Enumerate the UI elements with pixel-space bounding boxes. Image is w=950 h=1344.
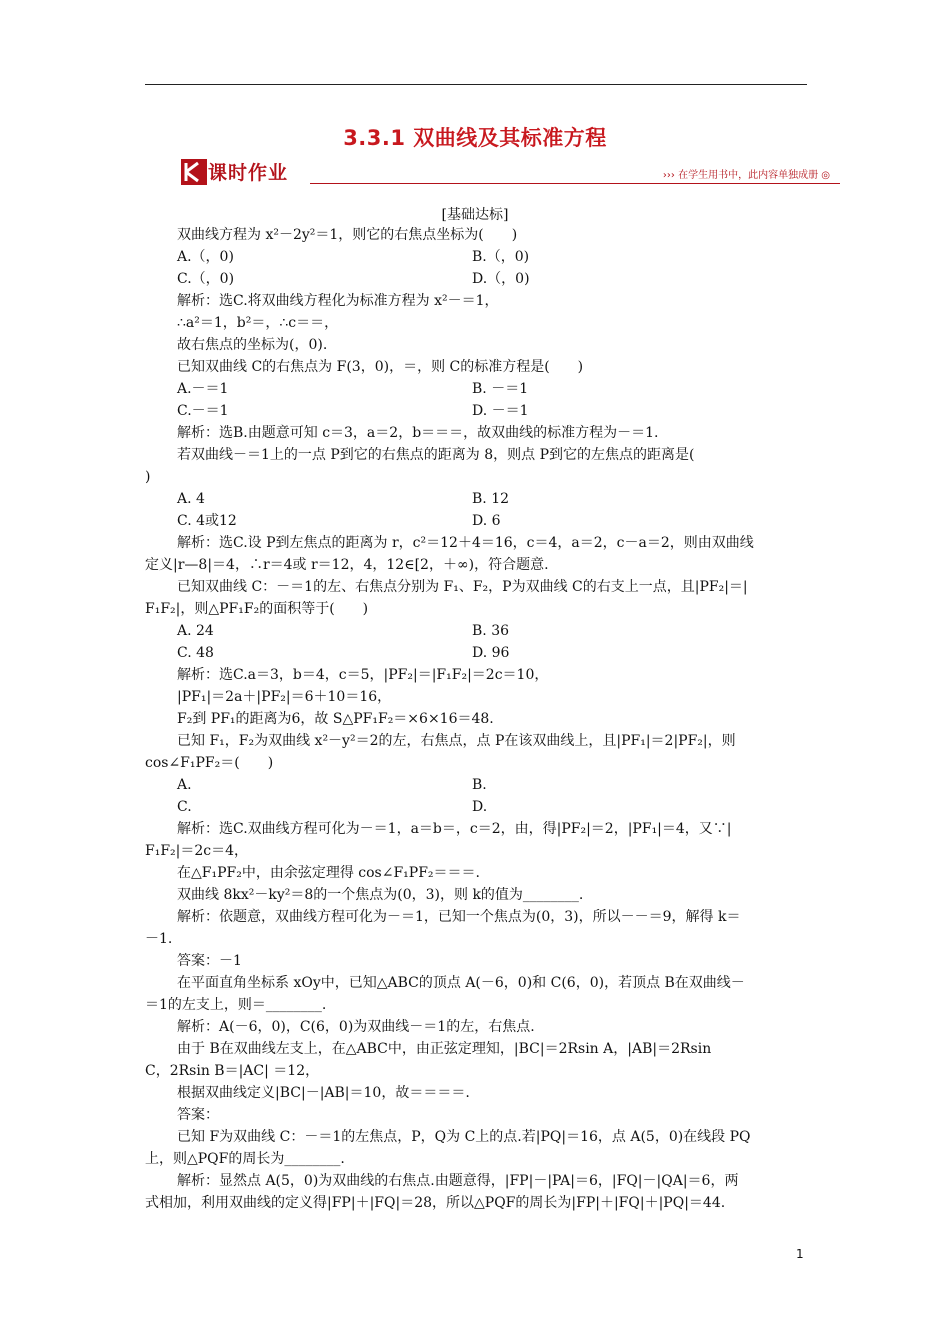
question-text: 已知双曲线 C的右焦点为 F(3，0)，＝，则 C的标准方程是( ) — [177, 359, 584, 375]
option: D.（，0) — [472, 271, 530, 287]
option: C.－＝1 — [177, 403, 229, 419]
option: B.（，0) — [472, 249, 530, 265]
banner-logo-icon — [180, 157, 210, 187]
solution-text: 解析：选B.由题意可知 c＝3，a＝2，b＝＝＝，故双曲线的标准方程为－＝1. — [177, 425, 659, 441]
question-text: 双曲线 8kx²－ky²＝8的一个焦点为(0，3)，则 k的值为________. — [177, 887, 584, 903]
question-text: ＝1的左支上，则＝________. — [145, 997, 327, 1013]
homework-banner — [180, 157, 840, 187]
banner-note: ››› 在学生用书中，此内容单独成册 ◎ — [662, 170, 830, 181]
option: A.（，0) — [177, 249, 234, 265]
option: A. 24 — [177, 623, 214, 639]
option: C. 48 — [177, 645, 214, 661]
option: A.－＝1 — [177, 381, 229, 397]
banner-rule — [310, 183, 840, 184]
question-text: 若双曲线－＝1上的一点 P到它的右焦点的距离为 8，则点 P到它的左焦点的距离是( — [177, 447, 695, 463]
question-text: F₁F₂|，则△PF₁F₂的面积等于( ) — [145, 601, 369, 617]
option: A. — [177, 777, 192, 793]
solution-text: －1. — [145, 931, 173, 947]
option: D. 6 — [472, 513, 501, 529]
option: C.（，0) — [177, 271, 235, 287]
solution-text: F₁F₂|＝2c＝4， — [145, 843, 249, 859]
option: D. — [472, 799, 488, 815]
solution-text: 解析：选C.设 P到左焦点的距离为 r，c²＝12＋4＝16，c＝4，a＝2，c－a＝2，则由双曲线 — [177, 535, 754, 551]
option: C. 4或12 — [177, 513, 237, 529]
solution-text: 由于 B在双曲线左支上，在△ABC中，由正弦定理知，|BC|＝2Rsin A，|AB|＝2Rsin — [177, 1041, 712, 1057]
solution-text: C，2Rsin B＝|AC| ＝12， — [145, 1063, 320, 1079]
solution-text: 根据双曲线定义|BC|－|AB|＝10，故＝＝＝＝. — [177, 1085, 470, 1101]
solution-text: 解析：选C.将双曲线方程化为标准方程为 x²－＝1， — [177, 293, 499, 309]
solution-text: ∴a²＝1，b²＝，∴c＝＝， — [177, 315, 339, 331]
option: D. －＝1 — [472, 403, 529, 419]
option: D. 96 — [472, 645, 510, 661]
question-text: 已知 F为双曲线 C：－＝1的左焦点，P，Q为 C上的点.若|PQ|＝16，点 A(5，0)在线段 PQ — [177, 1129, 751, 1145]
solution-text: 定义|r—8|＝4，∴r＝4或 r＝12，4，12∈[2，＋∞)，符合题意. — [145, 557, 549, 573]
solution-text: 解析：选C.双曲线方程可化为－＝1，a＝b＝，c＝2，由，得|PF₂|＝2，|PF₁|＝4，又∵| — [177, 821, 732, 837]
solution-text: F₂到 PF₁的距离为6，故 S△PF₁F₂＝×6×16＝48. — [177, 711, 494, 727]
banner-label: 课时作业 — [208, 162, 289, 184]
section-heading: [基础达标] — [441, 207, 509, 223]
option: B. — [472, 777, 487, 793]
question-text: 已知双曲线 C：－＝1的左、右焦点分别为 F₁、F₂，P为双曲线 C的右支上一点，且|PF₂|＝| — [177, 579, 748, 595]
solution-text: 故右焦点的坐标为(，0). — [177, 337, 328, 353]
answer-text: 答案： — [177, 1107, 219, 1123]
solution-text: 在△F₁PF₂中，由余弦定理得 cos∠F₁PF₂＝＝＝. — [177, 865, 480, 881]
page-title: 3.3.1 双曲线及其标准方程 — [343, 126, 607, 150]
question-text: 在平面直角坐标系 xOy中，已知△ABC的顶点 A(－6，0)和 C(6，0)，若顶点 B在双曲线－ — [177, 975, 745, 991]
solution-text: 式相加，利用双曲线的定义得|FP|＋|FQ|＝28，所以△PQF的周长为|FP|＋|FQ|＋|PQ|＝44. — [145, 1195, 726, 1211]
solution-text: 解析：显然点 A(5，0)为双曲线的右焦点.由题意得，|FP|－|PA|＝6，|FQ|－|QA|＝6，两 — [177, 1173, 739, 1189]
question-text: 已知 F₁，F₂为双曲线 x²－y²＝2的左，右焦点，点 P在该双曲线上，且|PF₁|＝2|PF₂|，则 — [177, 733, 736, 749]
option: B. －＝1 — [472, 381, 529, 397]
option: B. 12 — [472, 491, 510, 507]
solution-text: 解析：A(－6，0)，C(6，0)为双曲线－＝1的左，右焦点. — [177, 1019, 535, 1035]
solution-text: |PF₁|＝2a＋|PF₂|＝6＋10＝16， — [177, 689, 392, 705]
answer-text: 答案：－1 — [177, 953, 242, 969]
solution-text: 解析：依题意，双曲线方程可化为－＝1，已知一个焦点为(0，3)，所以－－＝9，解得 k＝ — [177, 909, 741, 925]
option: B. 36 — [472, 623, 510, 639]
question-text: 上，则△PQF的周长为________. — [145, 1151, 345, 1167]
question-text: cos∠F₁PF₂＝( ) — [145, 755, 274, 771]
header-rule — [145, 84, 807, 85]
page-number: 1 — [796, 1247, 804, 1261]
option: C. — [177, 799, 192, 815]
option: A. 4 — [177, 491, 205, 507]
solution-text: 解析：选C.a＝3，b＝4，c＝5，|PF₂|＝|F₁F₂|＝2c＝10， — [177, 667, 549, 683]
question-text: 双曲线方程为 x²－2y²＝1，则它的右焦点坐标为( ) — [177, 227, 518, 243]
question-text: ) — [145, 469, 151, 485]
